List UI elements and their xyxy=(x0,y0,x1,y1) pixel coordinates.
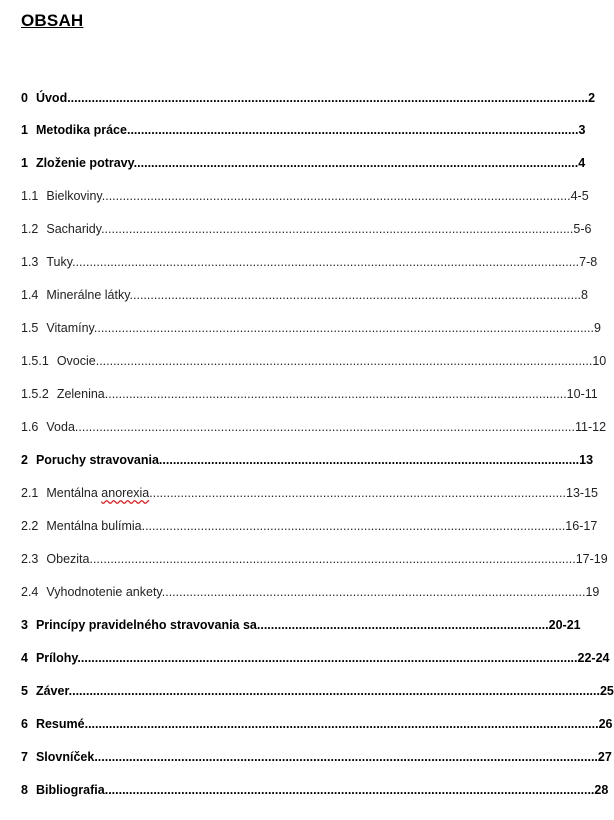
toc-entry-page: 7-8 xyxy=(579,255,598,269)
toc-entry-page: 4-5 xyxy=(570,189,589,203)
toc-entry-label: Bibliografia xyxy=(35,783,105,797)
toc-leader-dots: .................................................................................................................................................. xyxy=(72,255,580,269)
toc-entry-page: 20-21 xyxy=(548,618,581,632)
toc-entry-number: 1.5.2 xyxy=(21,387,49,401)
toc-entry-label: Voda xyxy=(46,420,75,434)
toc-entry-page: 22-24 xyxy=(577,651,610,665)
toc-entry-page: 25 xyxy=(599,684,614,698)
toc-entry-page: 5-6 xyxy=(573,222,592,236)
toc-entry-label: Záver xyxy=(35,684,69,698)
toc-entry-page: 10 xyxy=(592,354,607,368)
toc-entry xyxy=(21,122,586,138)
toc-entry-label: Prílohy xyxy=(35,651,78,665)
toc-entry-page: 8 xyxy=(581,288,588,302)
toc-entry-page: 13-15 xyxy=(566,486,598,500)
toc-entry-number: 1 xyxy=(21,123,28,137)
toc-entry xyxy=(21,716,613,732)
toc-entry-page: 11-12 xyxy=(575,420,607,434)
toc-entry-label: Bielkoviny xyxy=(46,189,102,203)
toc-entry xyxy=(21,683,614,699)
toc-entry xyxy=(21,617,581,633)
toc-entry-number: 1 xyxy=(21,156,28,170)
toc-entry-page: 17-19 xyxy=(575,552,608,566)
toc-entry-label: Zloženie potravy xyxy=(35,156,134,170)
toc-leader-dots: ............................................................................................................................................... xyxy=(95,354,593,368)
toc-entry xyxy=(21,90,596,106)
toc-entry xyxy=(21,419,607,435)
toc-leader-dots: ............................................................................................................................................ xyxy=(89,552,576,566)
toc-entry-number: 0 xyxy=(21,91,28,105)
toc-entry xyxy=(21,221,592,237)
toc-entry-page: 13 xyxy=(579,453,594,467)
toc-entry-label: Slovníček xyxy=(35,750,95,764)
toc-entry-label: Resumé xyxy=(35,717,85,731)
toc-entry-page: 16-17 xyxy=(565,519,598,533)
toc-entry-number: 3 xyxy=(21,618,28,632)
toc-entry-label: Ovocie xyxy=(56,354,96,368)
toc-entry xyxy=(21,485,598,501)
toc-entry-number: 2.1 xyxy=(21,486,39,500)
toc-entry-label: Tuky xyxy=(46,255,73,269)
toc-entry-label: Mentálna anorexia xyxy=(46,486,150,500)
toc-leader-dots: ........................................................................................................................................ xyxy=(101,222,574,236)
toc-entry-label: Princípy pravidelného stravovania sa xyxy=(35,618,257,632)
toc-entry xyxy=(21,749,612,765)
toc-entry-number: 6 xyxy=(21,717,28,731)
toc-entry-page: 27 xyxy=(597,750,612,764)
toc-entry xyxy=(21,287,588,303)
toc-leader-dots: ...................................................................................................................................................... xyxy=(67,91,589,105)
toc-leader-dots: ......................................................................................................................... xyxy=(158,453,580,467)
page-title: OBSAH xyxy=(21,11,84,30)
toc-entry xyxy=(21,650,610,666)
toc-leader-dots: ......................................................................................................................................................... xyxy=(68,684,600,698)
toc-entry xyxy=(21,155,586,171)
toc-entry xyxy=(21,353,607,369)
toc-entry xyxy=(21,551,608,567)
toc-entry xyxy=(21,452,594,468)
toc-entry-label: Sacharidy xyxy=(46,222,102,236)
toc-leader-dots: .................................................................................... xyxy=(256,618,549,632)
toc-leader-dots: ............................................................................................................................................. xyxy=(104,783,595,797)
toc-entry-page: 26 xyxy=(598,717,613,731)
toc-entry xyxy=(21,782,609,798)
toc-entry xyxy=(21,386,598,402)
toc-leader-dots: .................................................................................................................................. xyxy=(126,123,579,137)
toc-entry-number: 1.6 xyxy=(21,420,39,434)
toc-entry-page: 2 xyxy=(588,91,596,105)
toc-leader-dots: .......................................................................................................................... xyxy=(141,519,566,533)
toc-leader-dots: ................................................................................................................................................. xyxy=(94,750,598,764)
toc-entry-label: Poruchy stravovania xyxy=(35,453,159,467)
toc-entry xyxy=(21,188,589,204)
toc-entry-number: 1.2 xyxy=(21,222,39,236)
toc-entry-number: 1.4 xyxy=(21,288,39,302)
toc-entry-number: 1.1 xyxy=(21,189,39,203)
toc-leader-dots: ................................................................................................................................................ xyxy=(77,651,578,665)
toc-entry xyxy=(21,518,598,534)
toc-entry-label: Obezita xyxy=(46,552,90,566)
toc-entry-number: 8 xyxy=(21,783,28,797)
toc-entry-number: 5 xyxy=(21,684,28,698)
toc-entry-label: Vyhodnotenie ankety xyxy=(46,585,162,599)
toc-entry-page: 9 xyxy=(593,321,601,335)
toc-leader-dots: ........................................................................................................................ xyxy=(149,486,566,500)
toc-entry-label: Mentálna bulímia xyxy=(46,519,142,533)
toc-leader-dots: ................................................................................................................................................ xyxy=(74,420,576,434)
toc-entry-number: 7 xyxy=(21,750,28,764)
toc-entry-number: 2.4 xyxy=(21,585,39,599)
toc-leader-dots: .......................................................................................................................... xyxy=(161,585,586,599)
toc-entry-page: 3 xyxy=(578,123,586,137)
toc-entry-number: 2.3 xyxy=(21,552,39,566)
toc-entry-page: 4 xyxy=(578,156,586,170)
toc-entry-number: 1.3 xyxy=(21,255,39,269)
toc-entry xyxy=(21,254,598,270)
toc-entry-page: 19 xyxy=(585,585,600,599)
toc-entry-label: Metodika práce xyxy=(35,123,127,137)
toc-entry-number: 1.5 xyxy=(21,321,39,335)
toc-entry xyxy=(21,320,601,336)
toc-leader-dots: .................................................................................................................................. xyxy=(129,288,582,302)
toc-entry-page: 28 xyxy=(594,783,609,797)
toc-entry xyxy=(21,584,600,600)
toc-leader-dots: ................................................................................................................................ xyxy=(133,156,579,170)
toc-entry-label: Úvod xyxy=(35,91,68,105)
toc-entry-number: 2.2 xyxy=(21,519,39,533)
toc-entry-number: 1.5.1 xyxy=(21,354,49,368)
toc-leader-dots: ..................................................................................................................................... xyxy=(104,387,567,401)
toc-entry-number: 4 xyxy=(21,651,28,665)
toc-entry-label: Minerálne látky xyxy=(46,288,130,302)
toc-leader-dots: ....................................................................................................................................... xyxy=(101,189,571,203)
toc-leader-dots: .................................................................................................................................................... xyxy=(84,717,599,731)
toc-entry-label: Zelenina xyxy=(56,387,105,401)
toc-entry-number: 2 xyxy=(21,453,28,467)
toc-entry-label: Vitamíny xyxy=(46,321,94,335)
toc-entry-page: 10-11 xyxy=(566,387,598,401)
toc-leader-dots: ................................................................................................................................................ xyxy=(93,321,594,335)
